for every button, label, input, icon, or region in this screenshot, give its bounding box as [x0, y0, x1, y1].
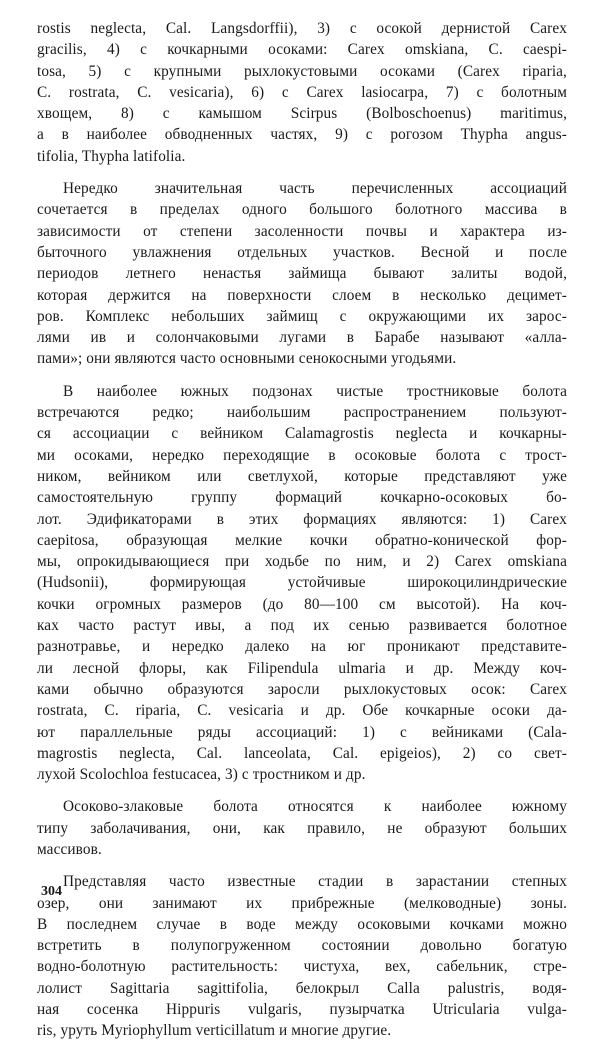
text-line: встретить в полупогруженном состоянии довольно богатую — [37, 937, 567, 955]
text-line: разнотравье, и нередко далеко на юг проникают представите- — [37, 638, 567, 656]
text-line: tifolia, Thypha latifolia. — [37, 147, 186, 165]
text-line: лот. Эдификаторами в этих формациях являются: 1) Carex — [37, 510, 567, 528]
paragraph — [37, 18, 567, 167]
text-line: водно-болотную растительность: чистуха, вех, сабельник, стре- — [37, 958, 567, 976]
text-line: кочки огромных размеров (до 80—100 см высотой). На коч- — [37, 595, 567, 613]
paragraph-gap — [37, 167, 567, 178]
text-line: встречаются редко; наибольшим распространением пользуют- — [37, 404, 567, 422]
text-line: rostis neglecta, Cal. Langsdorffii), 3) с осокой дернистой Carex — [37, 20, 567, 37]
text-line: мы, опрокидывающиеся при ходьбе по ним, и 2) Carex omskiana — [37, 553, 567, 571]
text-line: rostrata, C. riparia, C. vesicaria и др. Обе кочкарные осоки да- — [37, 702, 567, 720]
text-line: ми осоками, нередко переходящие в осоковые болота с трост- — [37, 446, 567, 464]
paragraph-gap — [37, 785, 567, 796]
text-line: быточного увлажнения отдельных участков. Весной и после — [37, 243, 567, 261]
text-line: В последнем случае в воде между осоковыми кочками можно — [37, 915, 567, 933]
text-line: Осоково-злаковые болота относятся к наиболее южному — [63, 798, 567, 816]
text-line: зависимости от степени засоленности почвы и характера из- — [37, 222, 567, 240]
paragraph — [37, 796, 567, 860]
paragraph-container — [37, 18, 567, 1042]
text-line: ris, уруть Myriophyllum verticillatum и многие другие. — [37, 1022, 392, 1040]
text-line: массивов. — [37, 840, 102, 858]
page-number: 304 — [41, 884, 62, 899]
text-line: лухой Scolochloa festucacea, 3) с тростником и др. — [37, 766, 366, 784]
text-line: caepitosa, образующая мелкие кочки обратно-конической фор- — [37, 531, 567, 549]
text-line: Представляя часто известные стадии в зарастании степных — [63, 873, 567, 891]
text-line: magrostis neglecta, Cal. lanceolata, Cal. epigeios), 2) со свет- — [37, 744, 567, 762]
text-line: (Hudsonii), формирующая устойчивые широкоцилиндрические — [37, 574, 567, 592]
text-line: пами»; они являются часто основными сенокосными угодьями. — [37, 350, 457, 368]
text-line: Нередко значительная часть перечисленных ассоциаций — [63, 180, 567, 198]
text-line: В наиболее южных подзонах чистые тростниковые болота — [63, 382, 567, 400]
paragraph — [37, 178, 567, 370]
text-line: самостоятельную группу формаций кочкарно-осоковых бо- — [37, 489, 567, 507]
text-line: ках часто растут ивы, а под их сенью развивается болотное — [37, 617, 567, 635]
text-line: ками обычно образуются заросли рыхлокустовых осок: Carex — [37, 680, 567, 698]
text-line: озер, они занимают их прибрежные (мелководные) зоны. — [37, 894, 567, 912]
text-line: ная сосенка Hippuris vulgaris, пузырчатка Utricularia vulga- — [37, 1001, 567, 1019]
text-line: ли лесной флоры, как Filipendula ulmaria и др. Между коч- — [37, 659, 567, 677]
text-line: типу заболачивания, они, как правило, не образуют больших — [37, 819, 567, 837]
text-line: ют параллельные ряды ассоциаций: 1) с вейниками (Cala- — [37, 723, 567, 741]
paragraph — [37, 381, 567, 786]
text-line: C. rostrata, C. vesicaria), 6) с Carex lasiocarpa, 7) с болотным — [37, 83, 567, 101]
text-line: периодов летнего ненастья займища бывают залиты водой, — [37, 265, 567, 283]
text-line: ров. Комплекс небольших займищ с окружающими их зарос- — [37, 307, 567, 325]
text-line: лями ив и солончаковыми лугами в Барабе называют «алла- — [37, 329, 567, 347]
text-line: tosa, 5) с крупными рыхлокустовыми осоками (Carex riparia, — [37, 62, 567, 80]
text-line: ся ассоциации с вейником Calamagrostis neglecta и кочкарны- — [37, 425, 567, 443]
paragraph-gap — [37, 860, 567, 871]
text-line: лолист Sagittaria sagittifolia, белокрыл Calla palustris, водя- — [37, 979, 567, 997]
text-line: ником, вейником или светлухой, которые представляют уже — [37, 467, 567, 485]
text-line: а в наиболее обводненных частях, 9) с рогозом Thypha angus- — [37, 126, 567, 144]
paragraph-gap — [37, 370, 567, 381]
text-line: сочетается в пределах одного большого болотного массива в — [37, 201, 567, 219]
text-line: хвощем, 8) с камышом Scirpus (Bolboschoenus) maritimus, — [37, 105, 567, 123]
text-line: которая держится на поверхности слоем в несколько децимет- — [37, 286, 567, 304]
body-text — [37, 18, 567, 1042]
paragraph — [37, 871, 567, 1041]
text-line: gracilis, 4) с кочкарными осоками: Carex omskiana, C. caespi- — [37, 41, 567, 59]
